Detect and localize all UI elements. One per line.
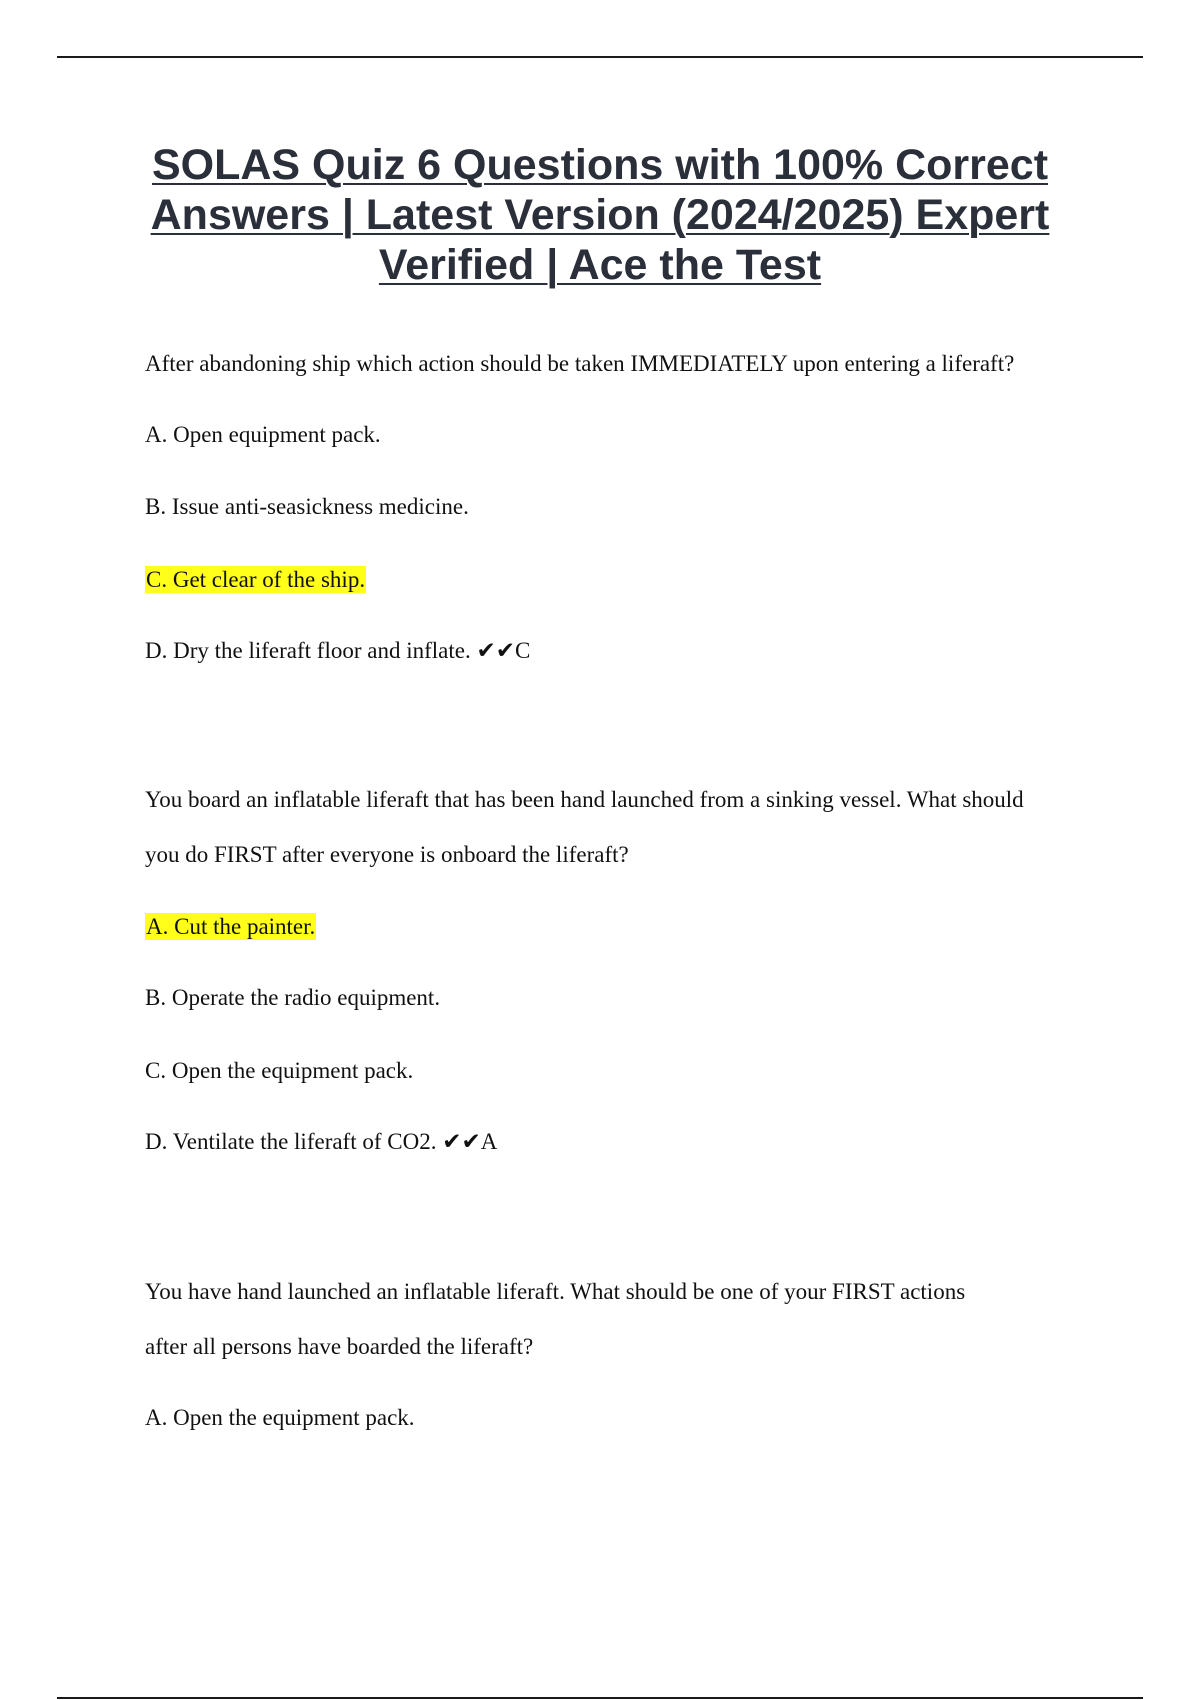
question-2-option-d: D. Ventilate the liferaft of CO2. ✔✔A xyxy=(145,1129,498,1154)
question-3-prompt-line-1: You have hand launched an inflatable liferaft. What should be one of your FIRST actions xyxy=(145,1279,966,1304)
bottom-rule xyxy=(57,1697,1143,1699)
question-1-option-b: B. Issue anti-seasickness medicine. xyxy=(145,494,469,519)
question-2-option-a xyxy=(145,912,316,942)
highlighted-answer: A. Cut the painter. xyxy=(146,914,316,939)
top-rule xyxy=(57,56,1143,58)
document-title: SOLAS Quiz 6 Questions with 100% Correct Answers | Latest Version (2024/2025) Expert Verified | Ace the Test xyxy=(150,141,1050,289)
highlighted-answer: C. Get clear of the ship. xyxy=(146,567,366,592)
question-1-option-c xyxy=(145,565,366,595)
question-1-option-a: A. Open equipment pack. xyxy=(145,422,381,447)
question-2-option-c: C. Open the equipment pack. xyxy=(145,1058,414,1083)
question-3-option-a: A. Open the equipment pack. xyxy=(145,1405,415,1430)
question-1-option-d: D. Dry the liferaft floor and inflate. ✔✔C xyxy=(145,638,531,663)
question-1-prompt: After abandoning ship which action should be taken IMMEDIATELY upon entering a liferaft? xyxy=(145,351,1015,376)
question-2-option-b: B. Operate the radio equipment. xyxy=(145,985,441,1010)
question-3-prompt-line-2: after all persons have boarded the liferaft? xyxy=(145,1334,534,1359)
question-2-prompt-line-2: you do FIRST after everyone is onboard the liferaft? xyxy=(145,842,629,867)
question-2-prompt-line-1: You board an inflatable liferaft that has been hand launched from a sinking vessel. What should xyxy=(145,787,1024,812)
